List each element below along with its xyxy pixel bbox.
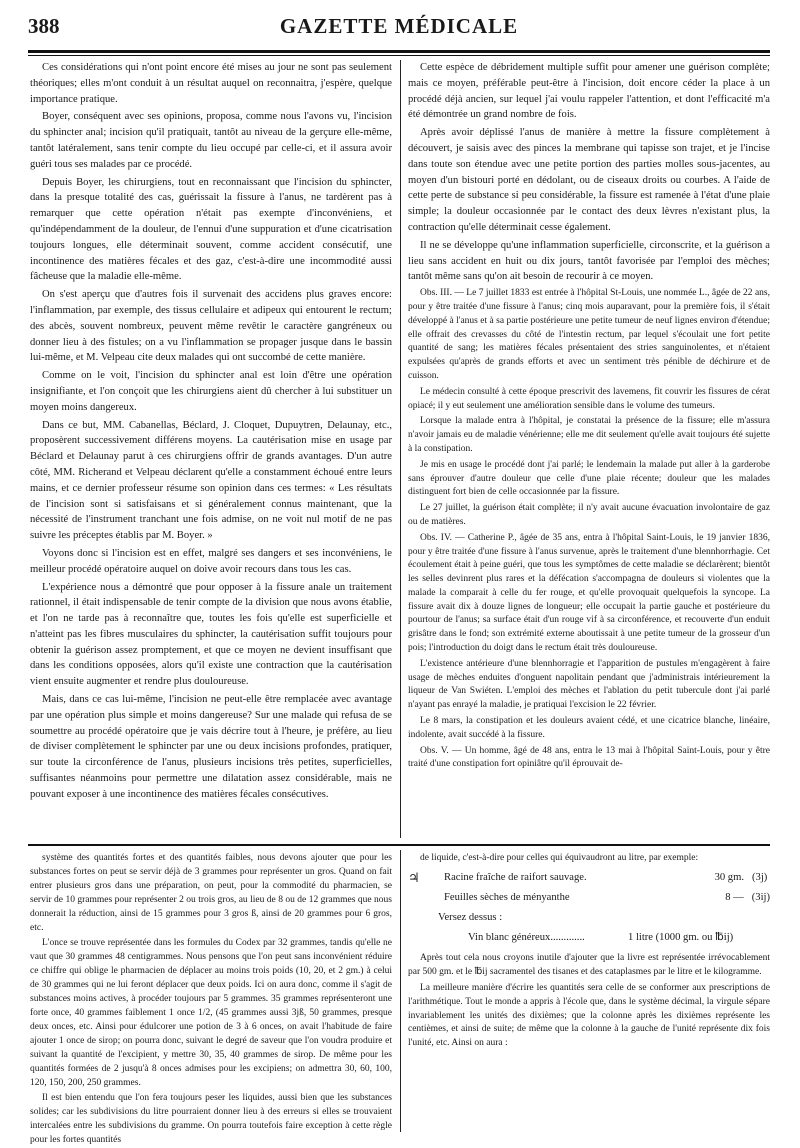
header-rule (28, 50, 770, 53)
prescription-line (408, 888, 770, 908)
observation-paragraph: Obs. III. — Le 7 juillet 1833 est entrée à l'hôpital St-Louis, une nommée L., âgée de 22 ans, pour y être traitée d'une fissure à l'anus; cinq mois auparavant, pour la première fois, il s'était développé à l'anus et à sa partie postérieure une petite tumeur de neuf lignes environ d'étendue; elle offrait des crevasses du côté de l'intestin rectum, par lequel s'écoulait une fort petite quantité de sang; les matières fécales présentaient des stries sanguinolentes, et n'étaient expulsées qu'après de grands efforts et avec un sentiment très pénible de déchirure et de cuisson. (408, 288, 770, 381)
observation-paragraph: Obs. V. — Un homme, âgé de 48 ans, entra le 13 mai à l'hôpital Saint-Louis, pour y être traité d'une constipation fort opiniâtre qu'il éprouvait de- (408, 745, 770, 770)
observation-paragraph: Le 27 juillet, la guérison était complète; il n'y avait aucune évacuation involontaire de gaz ou de matières. (408, 503, 770, 527)
observation-paragraph: Le médecin consulté à cette époque prescrivit des lavemens, fit couvrir les fissures de cérat opiacé; il y eut seulement une amélioration sensible dans le volume des tumeurs. (408, 386, 770, 411)
ingredient-name: Racine fraîche de raifort sauvage. (444, 871, 587, 883)
paragraph: Après tout cela nous croyons inutile d'ajouter que la livre est représentée irrévocablement par 500 gm. et le ℔ij sacramentel des tisanes et des cataplasmes par le litre et le kilogramme. (408, 952, 770, 977)
prescription (408, 868, 770, 948)
prescription-line (408, 928, 770, 948)
observation-paragraph: Le 8 mars, la constipation et les douleurs avaient cédé, et une cicatrice blanche, linéaire, indolente, avait succédé à la fissure. (408, 716, 770, 740)
paragraph: Il ne se développe qu'une inflammation superficielle, circonscrite, et la guérison a lieu sans accident en huit ou dix jours, tantôt favorisée par l'emploi des mèches; tantôt même sans qu'on ait besoin de recourir à ce moyen. (408, 239, 770, 283)
paragraph: système des quantités fortes et des quantités faibles, nous devons ajouter que pour les substances fortes on peut se servir déjà de 3 grammes pour représenter un gros. Quand on fait entrer plusieurs gros dans une préparation, on peut, pour la commodité du pharmacien, se servir de 10 grammes pour représenter 2 ou trois gros, au lieu de 8 ou de 12 grammes que nous donnerait la réduction, ainsi de 15 grammes pour 3 gros ß, ainsi de 20 grammes pour 6 gros, etc. (30, 853, 392, 933)
paragraph: L'once se trouve représentée dans les formules du Codex par 32 grammes, tandis qu'elle ne vaut que 30 grammes 48 centigrammes. Nous pensons que l'on peut sans inconvénient réduire ce chiffre qui oblige le pharmacien de déplacer au moins trois poids (10, 20, et 2 gm.) à celui de 30 grammes qui ne lui feront déplacer que deux poids. Ici on aura donc, comme il s'agit de substances moins actives, à procéder toujours par 5 grammes. 35 grammes représenteront une forte once, 40 grammes faiblement 1 once 1/2, (45 grammes aussi 3jß, 50 grammes, presque deux onces, etc. Ainsi pour édulcorer une potion de 3 à 6 onces, on avait l'habitude de faire ajouter 1 once de sirop; on pourra donc, suivant le degré de saveur que l'on voudra produire et suivant la quantité de l'excipient, y mettre 30, 35, 40 grammes de sirop. De même pour les quantités formées de 2 jusqu'à 8 onces admises pour les excipiens; on admettra 30, 60, 100, 120, 150, 200, 250 grammes. (30, 938, 392, 1088)
prescription-instruction: Versez dessus : (438, 911, 503, 923)
paragraph: Voyons donc si l'incision est en effet, malgré ses dangers et ses inconvéniens, le meilleur procédé opératoire auquel on doive avoir recours dans tous les cas. (30, 547, 392, 575)
ingredient-apothecary-mark: (3ij) (751, 891, 770, 903)
paragraph: Ces considérations qui n'ont point encore été mises au jour ne sont pas seulement théoriques; elles m'ont conduit à un résultat auquel on reconnaitra, j'espère, quelque importance pratique. (30, 62, 392, 105)
bottom-left-column (30, 852, 392, 1146)
paragraph: Il est bien entendu que l'on fera toujours peser les liquides, aussi bien que les substances solides; car les subdivisions du litre pourraient donner lieu à des erreurs si elles se trouvaient intercalées entre les subdivisions du gramme. On pourra toutefois faire exception à cette règle pour les fortes quantités (30, 1093, 392, 1146)
paragraph: de liquide, c'est-à-dire pour celles qui équivaudront au litre, par exemple: (420, 853, 699, 863)
ingredient-quantity: 30 gm. (714, 871, 744, 883)
header-rule-thin (28, 55, 770, 56)
column-divider-bottom (400, 850, 401, 1132)
paragraph: La meilleure manière d'écrire les quantités sera celle de se conformer aux prescriptions de l'arithmétique. Tout le monde a appris à l'école que, dans le système décimal, la virgule sépare invariablement les unités des dixièmes; que la colonne après les dixièmes représente les centièmes, et ainsi de suite; de même que la colonne à la gauche de l'unité représente dix fois l'unité, etc. Ainsi on aura : (408, 982, 770, 1049)
ingredient-name: Feuilles sèches de ményanthe (443, 891, 570, 903)
paragraph: L'expérience nous a démontré que pour opposer à la fissure anale un traitement rationnel, il était indispensable de tenir compte de la division que nous avons établie, et l'on ne tarde pas à reconnaître que, toutes les fois qu'elle est superficielle et n'atteint pas les fibres musculaires du sphincter, la cautérisation suffit toujours pour obtenir la guérison assez promptement, et que ce moyen ne devient insuffisant que dans les conditions opposées, alors qu'il existe une contraction que la cautérisation vient ensuite augmenter et rendre plus douloureuse. (30, 581, 392, 688)
right-article-column (408, 60, 770, 840)
bottom-right-column (408, 852, 770, 1132)
paragraph: On s'est aperçu que d'autres fois il survenait des accidens plus graves encore: l'inflammation, par exemple, des tissus cellulaire et adipeux qui entourent le rectum; des abcès, souvent nombreux, peuvent même revêtir le caractère gangréneux ou donner lieu à des fistules; on a vu l'inflammation se propager jusque dans le bassin lui-même, et M. Velpeau cite deux malades qui ont succombé de cette manière. (30, 289, 392, 364)
paragraph: Boyer, conséquent avec ses opinions, proposa, comme nous l'avons vu, l'incision du sphincter anal; incision qu'il pratiquait, tantôt au niveau de la gerçure elle-même, tantôt latéralement, sans tenir compte du lieu occupé par celle-ci, et il assura avoir guéri tous ses malades par ce procédé. (30, 111, 392, 170)
prescription-line (408, 868, 770, 888)
ingredient-name: Vin blanc généreux............. (468, 931, 585, 943)
observation-paragraph: Obs. IV. — Catherine P., âgée de 35 ans, entra à l'hôpital Saint-Louis, le 19 janvier 1836, pour y être traitée d'une fissure à l'anus survenue, après le traitement d'une blennhorrhagie. Cet écoulement était à peine guéri, que tous les symptômes de cette maladie se déclarèrent; bientôt les selles devinrent plus rares et la défécation s'accompagna de douleurs si violentes que la malade la comparait à celle du fer rouge, et qu'elle provoquait quelquefois la syncope. La fissure avait dix à douze lignes de longueur; elle occupait la partie gauche et postérieure du pourtour de l'anus; sa surface était d'un rouge vif à sa circonférence, et recouverte d'un enduit grisâtre dans le fond; son extrémité externe aboutissait à une petite tumeur de la grosseur d'un pois; l'introduction du doigt dans le rectum était très douloureuse. (408, 532, 770, 654)
paragraph: Comme on le voit, l'incision du sphincter anal est loin d'être une opération insignifiante, et l'on conçoit que les chirurgiens aient dû chercher à lui substituer un moyen moins dangereux. (30, 370, 392, 413)
section-rule (28, 844, 770, 846)
paragraph: Dans ce but, MM. Cabanellas, Béclard, J. Cloquet, Dupuytren, Delaunay, etc., proposèrent successivement différens moyens. La cautérisation mise en usage par Béclard et Delaunay parut à ces chirurgiens offrir de grands avantages. D'un autre côté, MM. Richerand et Velpeau déclarent qu'elle a constamment échoué entre leurs mains, et ce dernier professeur résume son opinion dans ces termes: « Les résultats de l'incision sont si satisfaisans et si généralement connus maintenant, que la nécessité de l'instrument tranchant une fois admise, on ne voit nul motif de ne pas suivre les préceptes établis par M. Boyer. » (30, 419, 392, 542)
ingredient-quantity: 8 — (725, 891, 744, 903)
left-article-column (30, 60, 392, 840)
paragraph: Depuis Boyer, les chirurgiens, tout en reconnaissant que l'incision du sphincter, dans la presque totalité des cas, guérissait la fissure à l'anus, ne tardèrent pas à remarquer que cette opération n'était pas exempte d'inconvéniens, et qu'indépendamment de la douleur, de l'ennui d'une suppuration et d'une cicatrisation toujours longues, elle déterminait souvent, comme accident consécutif, une incontinence des matières fécales et des gaz, c'est-à-dire une incommodité aussi fâcheuse que la maladie elle-même. (30, 176, 392, 283)
page-number: 388 (28, 14, 60, 38)
recipe-symbol (408, 888, 428, 908)
ingredient-apothecary-mark: (3j) (752, 871, 768, 883)
paragraph: Mais, dans ce cas lui-même, l'incision ne peut-elle être remplacée avec avantage par une opération plus simple et moins dangereuse? Sur une malade qui refusa de se soumettre au procédé opératoire que je vais décrire tout à l'heure, je préfère, au lieu de diviser complètement le sphincter par une ou deux incisions profondes, pratiquer, sur toute la circonférence de l'anus, plusieurs incisions très petites, superficielles, suffisantes néanmoins pour permettre une dilatation assez considérable, mais ne pouvant exposer à une incontinence des matières fécales consécutives. (30, 694, 392, 800)
observation-paragraph: L'existence antérieure d'une blennhorragie et l'apparition de pustules m'engagèrent à faire usage de mèches enduites d'onguent napolitain pendant que j'administrais intérieurement la liqueur de Van Swiéten. L'emploi des mèches et l'ablation du petit tubercule dont j'ai parlé n'ayant pas enrayé la maladie, je pratiquai l'excision le 22 février. (408, 658, 770, 711)
recipe-symbol: ♃ (408, 869, 420, 885)
page-header (28, 14, 770, 44)
observation-paragraph: Lorsque la malade entra à l'hôpital, je constatai la présence de la fissure; elle m'assura n'avoir jamais eu de maladie vénérienne; elle me dit seulement qu'elle avait toujours été sujette à la constipation. (408, 416, 770, 454)
column-divider (400, 60, 401, 838)
paragraph: Cette espèce de débridement multiple suffit pour amener une guérison complète; mais ce moyen, préférable peut-être à l'incision, doit encore céder la place à un procédé déjà ancien, sur lequel j'ai voulu rappeler l'attention, et dont l'efficacité m'a été démontrée un grand nombre de fois. (408, 62, 770, 121)
paragraph: Après avoir déplissé l'anus de manière à mettre la fissure complètement à découvert, je saisis avec des pinces la membrane qui tapisse son trajet, et je l'incise dans toute son étendue avec une petite portion des parties molles sous-jacentes, au moyen d'un bistouri porté en dédolant, ou de ciseaux droits ou courbes. A l'aide de cette perte de substance si peu considérable, la fissure est ramenée à l'état d'une plaie simple; la douleur occasionnée par le contact des deux lèvres n'existant plus, la contraction qu'elle déterminait cesse également. (408, 127, 770, 233)
ingredient-quantity: 1 litre (1000 gm. ou ℔ij) (628, 931, 734, 943)
observation-paragraph: Je mis en usage le procédé dont j'ai parlé; le lendemain la malade put aller à la garderobe sans éprouver d'autre douleur que celle d'une plaie récente; douleur que les malades distinguent fort bien de celle occasionnée par la fissure. (408, 459, 770, 498)
publication-title: GAZETTE MÉDICALE (279, 14, 519, 38)
